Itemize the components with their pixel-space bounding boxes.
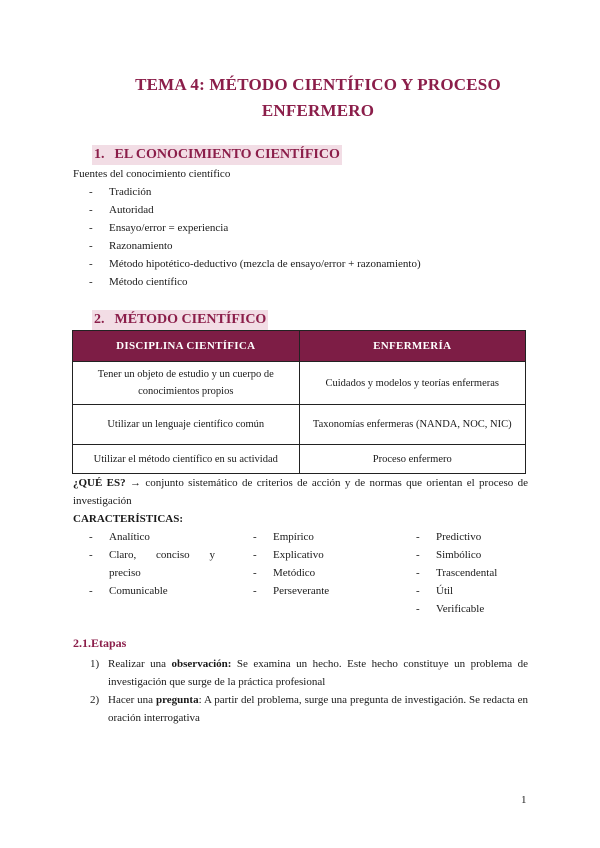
list-item: - Simbólico [416,546,497,564]
subsection-heading: 2.1.Etapas [73,636,127,650]
section-2-number: 2. [94,312,105,327]
table-header-row [73,331,526,362]
step-item [90,655,528,691]
list-item: - Ensayo/error = experiencia [89,219,421,237]
definition-paragraph [73,474,528,510]
table-cell: Tener un objeto de estudio y un cuerpo de conocimientos propios [73,362,300,405]
table-row [73,445,526,474]
step-text-post: Se examina un hecho. Este hecho constituye un problema de investigación que surge de la práctica profesional [108,658,528,688]
table-row [73,362,526,405]
table-cell: Proceso enfermero [299,445,526,474]
list-item: - Predictivo [416,528,497,546]
step-text-pre: Realizar una [108,658,172,670]
step-number: 2) [90,694,100,706]
section-2-heading [92,310,268,330]
list-item: - Razonamiento [89,237,421,255]
section-2-title: MÉTODO CIENTÍFICO [114,312,267,327]
list-item: - Analítico [89,528,215,546]
table-row [73,405,526,445]
arrow-glyph: → [129,477,141,489]
step-text-post: : A partir del problema, surge una pregunta de investigación. Se redacta en oración interrogativa [108,694,528,724]
section-1-heading [92,145,342,165]
step-text-pre: Hacer una [108,694,156,706]
list-item: - Perseverante [253,582,329,600]
table-cell: Taxonomías enfermeras (NANDA, NOC, NIC) [299,405,526,445]
step-keyword: observación: [171,658,232,670]
table-cell: Utilizar un lenguaje científico común [73,405,300,445]
list-item: - Metódico [253,564,329,582]
list-item: - Trascendental [416,564,497,582]
list-item: - Explicativo [253,546,329,564]
que-es-text: conjunto sistemático de criterios de acción y de normas que orientan el proceso de investigación [73,477,528,507]
list-item: - Verificable [416,600,497,618]
section-1-number: 1. [94,147,105,162]
step-number: 1) [90,658,100,670]
list-item: - Autoridad [89,201,421,219]
table-cell: Cuidados y modelos y teorías enfermeras [299,362,526,405]
step-item [90,691,528,727]
step-keyword: pregunta [156,694,199,706]
section-1-title: EL CONOCIMIENTO CIENTÍFICO [114,147,340,162]
characteristics-label: CARACTERÍSTICAS: [73,513,184,525]
list-item: - Tradición [89,183,421,201]
table-header-cell: ENFERMERÍA [299,331,526,362]
list-item: - Claro, conciso y preciso [89,546,215,582]
list-item: - Método hipotético-deductivo (mezcla de ensayo/error + razonamiento) [89,255,421,273]
comparison-table [72,330,526,474]
page-number: 1 [521,794,527,806]
table-header-cell: DISCIPLINA CIENTÍFICA [73,331,300,362]
sources-list [89,183,421,291]
table-cell: Utilizar el método científico en su actividad [73,445,300,474]
title-line-2: ENFERMERO [261,101,375,120]
title-line-1: TEMA 4: MÉTODO CIENTÍFICO Y PROCESO [135,75,501,94]
section-1-intro: Fuentes del conocimiento científico [73,168,231,180]
list-item: - Comunicable [89,582,215,600]
list-item: - Útil [416,582,497,600]
que-es-label: ¿QUÉ ES? [73,477,126,489]
list-item: - Método científico [89,273,421,291]
page-title [0,72,600,124]
list-item: - Empírico [253,528,329,546]
